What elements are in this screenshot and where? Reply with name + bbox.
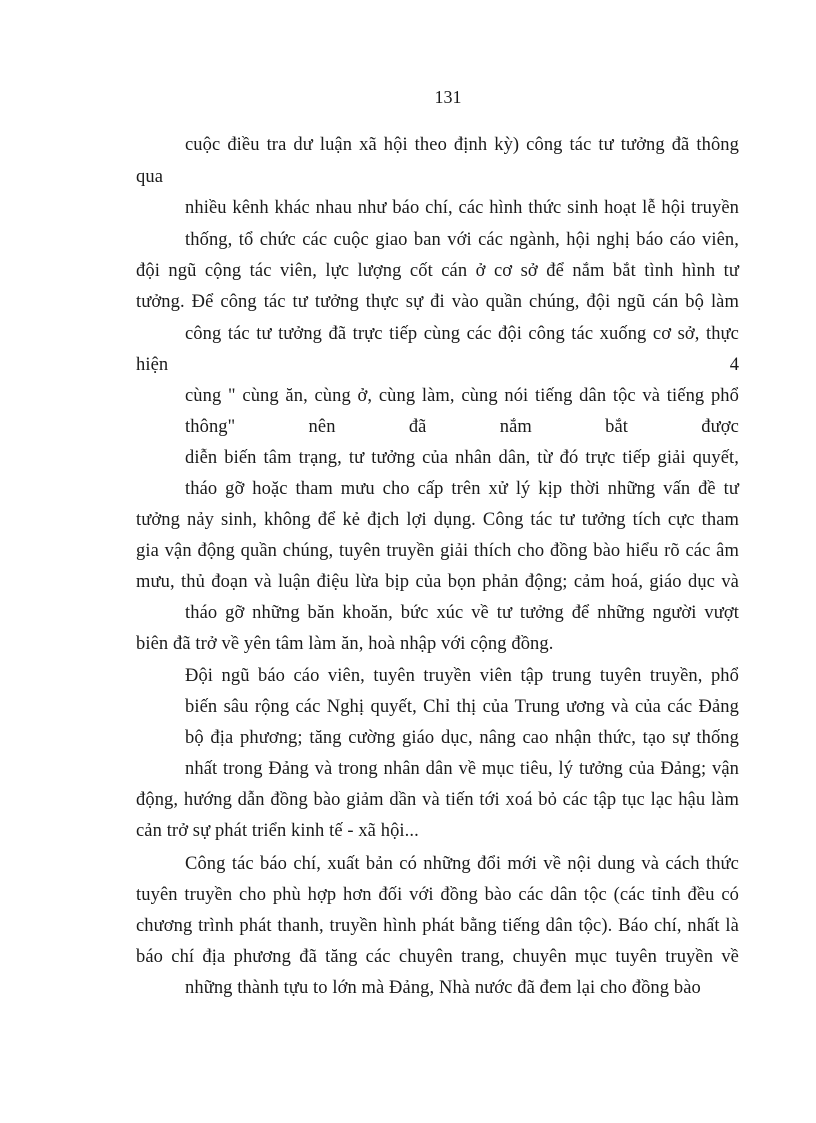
word: nên	[308, 417, 336, 437]
text-line: mưu, thủ đoạn và luận điệu lừa bịp của bọn phản động; cảm hoá, giáo dục và	[136, 572, 739, 592]
text-line: cuộc điều tra dư luận xã hội theo định kỳ) công tác tư tưởng đã thông	[185, 135, 739, 155]
text-line-spread	[185, 415, 739, 439]
text-line: tuyên truyền cho phù hợp hơn đối với đồng bào các dân tộc (các tỉnh đều có	[136, 885, 739, 905]
page-number: 131	[434, 87, 462, 107]
text-line: những thành tựu to lớn mà Đảng, Nhà nước đã đem lại cho đồng bào	[185, 978, 701, 998]
text-line: Công tác báo chí, xuất bản có những đổi mới về nội dung và cách thức	[185, 854, 739, 874]
text-line: biên đã trở về yên tâm làm ăn, hoà nhập với cộng đồng.	[136, 634, 554, 654]
text-line: tháo gỡ những băn khoăn, bức xúc về tư tưởng để những người vượt	[185, 603, 739, 623]
text-line: hiện	[136, 355, 169, 375]
text-line: cùng " cùng ăn, cùng ở, cùng làm, cùng nói tiếng dân tộc và tiếng phổ	[185, 386, 739, 406]
text-line: tưởng nảy sinh, không để kẻ địch lợi dụng. Công tác tư tưởng tích cực tham	[136, 510, 739, 530]
text-line: biến sâu rộng các Nghị quyết, Chỉ thị của Trung ương và của các Đảng	[185, 697, 739, 717]
text-line: cản trở sự phát triển kinh tế - xã hội...	[136, 821, 419, 841]
text-line: động, hướng dẫn đồng bào giảm dần và tiến tới xoá bỏ các tập tục lạc hậu làm	[136, 790, 739, 810]
text-line: qua	[136, 167, 164, 187]
word: đã	[408, 417, 427, 437]
text-line: nhiều kênh khác nhau như báo chí, các hình thức sinh hoạt lễ hội truyền	[185, 198, 739, 218]
text-line: gia vận động quần chúng, tuyên truyền giải thích cho đồng bào hiểu rõ các âm	[136, 541, 739, 561]
word: thông"	[185, 417, 236, 437]
word: bắt	[605, 417, 629, 437]
footnote-number: 4	[729, 355, 739, 375]
text-line: đội ngũ cộng tác viên, lực lượng cốt cán ở cơ sở để nắm bắt tình hình tư	[136, 261, 739, 281]
text-line: nhất trong Đảng và trong nhân dân về mục tiêu, lý tưởng của Đảng; vận	[185, 759, 739, 779]
text-line: tưởng. Để công tác tư tưởng thực sự đi vào quần chúng, đội ngũ cán bộ làm	[136, 292, 739, 312]
word: được	[701, 417, 739, 437]
text-line: diễn biến tâm trạng, tư tưởng của nhân dân, từ đó trực tiếp giải quyết,	[185, 448, 739, 468]
text-line: thống, tổ chức các cuộc giao ban với các ngành, hội nghị báo cáo viên,	[185, 230, 739, 250]
text-line: chương trình phát thanh, truyền hình phát bằng tiếng dân tộc). Báo chí, nhất là	[136, 916, 739, 936]
text-line: bộ địa phương; tăng cường giáo dục, nâng cao nhận thức, tạo sự thống	[185, 728, 739, 748]
text-line: công tác tư tưởng đã trực tiếp cùng các đội công tác xuống cơ sở, thực	[185, 324, 739, 344]
text-line: Đội ngũ báo cáo viên, tuyên truyền viên tập trung tuyên truyền, phổ	[185, 666, 739, 686]
text-line: tháo gỡ hoặc tham mưu cho cấp trên xử lý kịp thời những vấn đề tư	[185, 479, 739, 499]
text-line: báo chí địa phương đã tăng các chuyên trang, chuyên mục tuyên truyền về	[136, 947, 739, 967]
word: nắm	[499, 417, 532, 437]
